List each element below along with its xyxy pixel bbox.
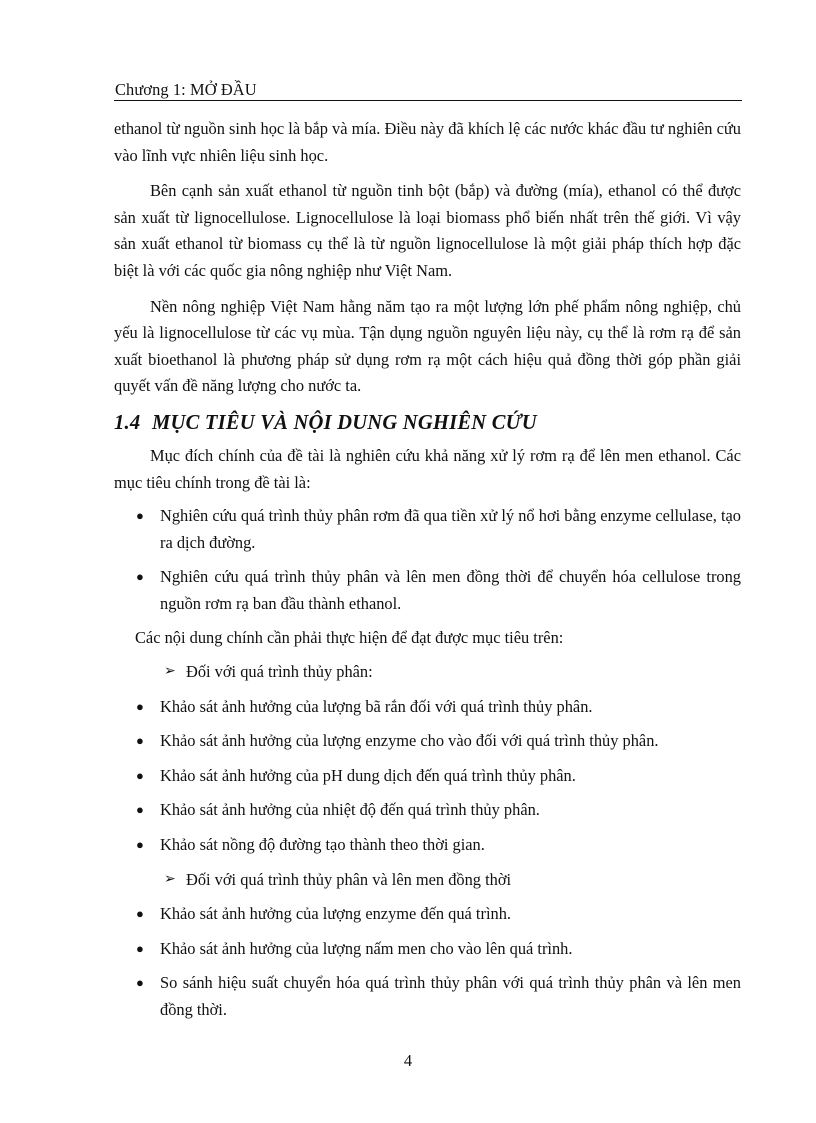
task-text: Khảo sát ảnh hưởng của nhiệt độ đến quá trình thủy phân.: [160, 800, 540, 820]
list-item: [114, 728, 741, 755]
goals-list: [114, 503, 741, 617]
paragraph-vietnam-agriculture: Nền nông nghiệp Việt Nam hằng năm tạo ra một lượng lớn phế phẩm nông nghiệp, chủ yếu là lignocellulose từ các vụ mùa. Tận dụng nguồn nguyên liệu này, cụ thể là rơm rạ để sản xuất bioethanol là phương pháp sử dụng rơm rạ một cách hiệu quả đồng thời góp phần giải quyết vấn đề năng lượng cho nước ta.: [114, 296, 741, 396]
bullet-icon: ●: [136, 802, 144, 818]
list-item: [114, 694, 741, 721]
bullet-icon: ●: [136, 767, 144, 783]
task-text: Khảo sát ảnh hưởng của lượng enzyme cho vào đối với quá trình thủy phân.: [160, 731, 659, 751]
list-item: [114, 564, 741, 617]
chapter-title: Chương 1: MỞ ĐẦU: [115, 80, 257, 99]
section-heading: [114, 408, 741, 438]
hydrolysis-subheading: [114, 659, 741, 686]
tasks-intro: Các nội dung chính cần phải thực hiện để đạt được mục tiêu trên:: [135, 627, 564, 647]
bullet-icon: ●: [136, 698, 144, 714]
section-number: 1.4: [114, 411, 141, 434]
hydrolysis-task-list: [114, 694, 741, 859]
bullet-icon: ●: [136, 975, 144, 991]
list-item: [114, 832, 741, 859]
task-text: Khảo sát ảnh hưởng của lượng nấm men cho vào lên quá trình.: [160, 938, 573, 958]
task-text: Khảo sát ảnh hưởng của lượng bã rắn đối với quá trình thủy phân.: [160, 696, 593, 716]
page-body: [114, 116, 741, 1024]
list-item: [114, 763, 741, 790]
bullet-icon: ●: [136, 906, 144, 922]
list-item: [114, 503, 741, 556]
hydrolysis-label: Đối với quá trình thủy phân:: [186, 662, 373, 682]
task-text: So sánh hiệu suất chuyển hóa quá trình thủy phân với quá trình thủy phân và lên men đồng thời.: [160, 973, 741, 1020]
list-item: [114, 901, 741, 928]
list-item: [114, 797, 741, 824]
page-header: [114, 78, 742, 101]
paragraph-continuation: ethanol từ nguồn sinh học là bắp và mía. Điều này đã khích lệ các nước khác đầu tư nghiên cứu vào lĩnh vực nhiên liệu sinh học.: [114, 119, 741, 165]
paragraph-lignocellulose: Bên cạnh sản xuất ethanol từ nguồn tinh bột (bắp) và đường (mía), ethanol có thể được sản xuất từ lignocellulose. Lignocellulose là loại biomass phổ biến nhất trên thế giới. Vì vậy sản xuất ethanol từ biomass cụ thể là từ nguồn lignocellulose là một giải pháp thích hợp đặc biệt là với các quốc gia nông nghiệp như Việt Nam.: [114, 181, 741, 280]
task-text: Khảo sát nồng độ đường tạo thành theo thời gian.: [160, 835, 485, 855]
ssf-subheading: [114, 867, 741, 894]
bullet-icon: ●: [136, 569, 144, 585]
bullet-icon: ●: [136, 508, 144, 524]
task-text: Khảo sát ảnh hưởng của pH dung dịch đến quá trình thủy phân.: [160, 765, 576, 785]
section-intro: Mục đích chính của đề tài là nghiên cứu khả năng xử lý rơm rạ để lên men ethanol. Các mục tiêu chính trong đề tài là:: [114, 445, 741, 492]
list-item: [114, 936, 741, 963]
bullet-icon: ●: [136, 837, 144, 853]
page-number: 4: [403, 1051, 413, 1070]
section-title: MỤC TIÊU VÀ NỘI DUNG NGHIÊN CỨU: [152, 411, 537, 434]
goal-text: Nghiên cứu quá trình thủy phân rơm đã qua tiền xử lý nổ hơi bằng enzyme cellulase, tạo ra dịch đường.: [160, 506, 741, 552]
list-item: [114, 970, 741, 1023]
bullet-icon: ●: [136, 940, 144, 956]
arrow-bullet-icon: ➢: [164, 664, 176, 680]
arrow-bullet-icon: ➢: [164, 871, 176, 887]
task-text: Khảo sát ảnh hưởng của lượng enzyme đến quá trình.: [160, 904, 511, 924]
ssf-task-list: [114, 901, 741, 1023]
ssf-label: Đối với quá trình thủy phân và lên men đồng thời: [186, 869, 512, 889]
bullet-icon: ●: [136, 733, 144, 749]
goal-text: Nghiên cứu quá trình thủy phân và lên men đồng thời để chuyển hóa cellulose trong nguồn rơm rạ ban đầu thành ethanol.: [160, 567, 741, 613]
